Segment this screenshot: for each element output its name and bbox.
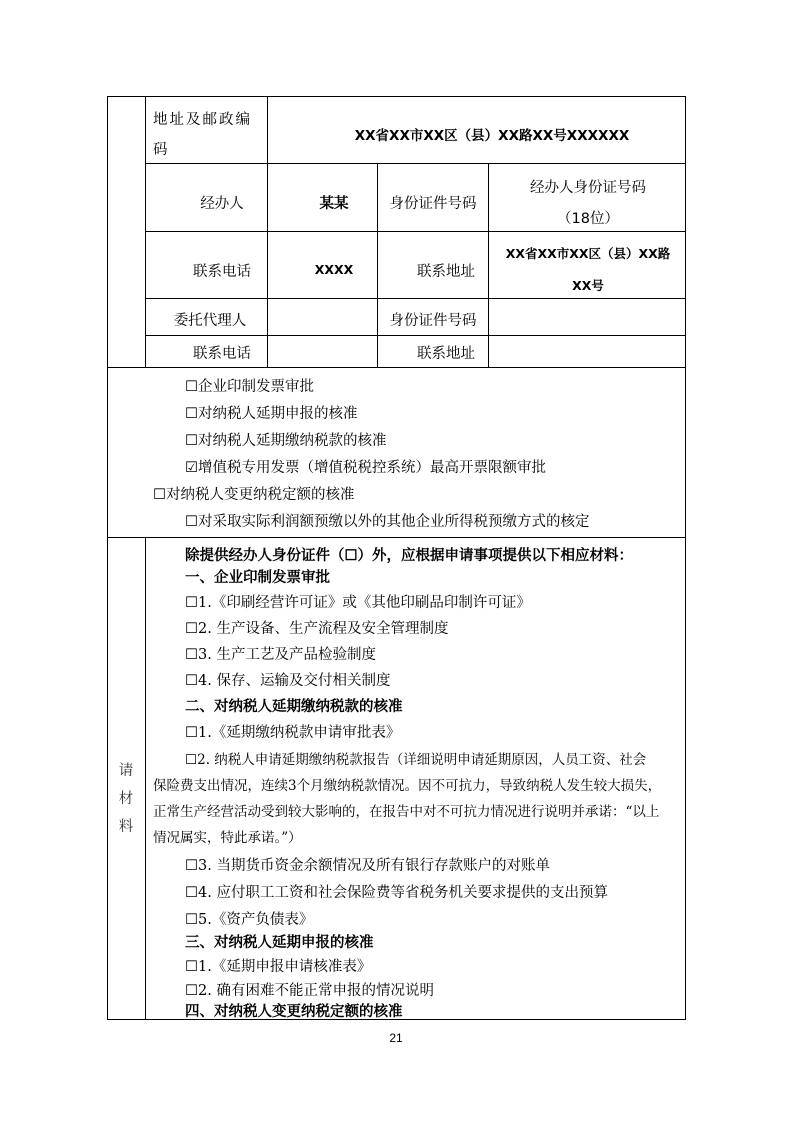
list-item: ☑增值税专用发票（增值税税控系统）最高开票限额审批 [185, 460, 546, 476]
address-label-line2: 码 [153, 142, 168, 158]
paragraph-line: 保险费支出情况，连续3个月缴纳税款情况。因不可抗力，导致纳税人发生较大损失， [153, 778, 662, 794]
list-item: ☐1.《延期缴纳税款申请审批表》 [185, 725, 401, 741]
list-item: ☐对纳税人延期申报的核准 [185, 406, 358, 422]
side-char: 材 [118, 791, 134, 807]
phone-value: XXXX [314, 262, 354, 277]
list-item: ☐1.《延期申报申请核准表》 [185, 959, 372, 975]
section-title: 二、对纳税人延期缴纳税款的核准 [185, 698, 403, 715]
list-item: ☐4. 保存、运输及交付相关制度 [185, 673, 391, 689]
section-title: 四、对纳税人变更纳税定额的核准 [185, 1003, 403, 1020]
section-title: 一、企业印制发票审批 [185, 569, 330, 586]
list-item: ☐2. 确有困难不能正常申报的情况说明 [185, 983, 434, 999]
section-title: 三、对纳税人延期申报的核准 [185, 934, 374, 951]
list-item: ☐企业印制发票审批 [185, 379, 314, 395]
side-char: 请 [118, 763, 134, 779]
contact-address-label: 联系地址 [417, 264, 475, 280]
contact-address-line1: XX省XX市XX区（县）XX路 [505, 246, 671, 261]
list-item: ☐4. 应付职工工资和社会保险费等省税务机关要求提供的支出预算 [185, 885, 608, 901]
list-item: ☐2. 生产设备、生产流程及安全管理制度 [185, 621, 449, 637]
handler-value: 某某 [319, 196, 349, 212]
paragraph-line: 情况属实，特此承诺。”） [153, 830, 302, 846]
list-item: ☐3. 生产工艺及产品检验制度 [185, 647, 376, 663]
handler-label: 经办人 [200, 196, 244, 212]
side-char: 料 [118, 819, 134, 835]
list-item: ☐对采取实际利润额预缴以外的其他企业所得税预缴方式的核定 [185, 514, 590, 530]
list-item: ☐对纳税人延期缴纳税款的核准 [185, 433, 387, 449]
id-label: 身份证件号码 [389, 196, 477, 212]
agent-phone-label: 联系电话 [193, 346, 251, 362]
list-item: ☐5.《资产负债表》 [185, 912, 314, 928]
address-value: XX省XX市XX区（县）XX路XX号XXXXXX [354, 128, 630, 144]
list-item: ☐1.《印刷经营许可证》或《其他印刷品印制许可证》 [185, 595, 531, 611]
agent-address-label: 联系地址 [417, 346, 475, 362]
paragraph-line: 正常生产经营活动受到较大影响的，在报告中对不可抗力情况进行说明并承诺：“以上 [153, 804, 660, 820]
phone-label: 联系电话 [193, 264, 251, 280]
handler-id-line1: 经办人身份证号码 [530, 180, 646, 196]
agent-label: 委托代理人 [173, 313, 247, 329]
address-label-line1: 地址及邮政编 [153, 112, 252, 128]
list-item: ☐对纳税人变更纳税定额的核准 [153, 487, 355, 503]
agent-id-label: 身份证件号码 [389, 313, 477, 329]
list-item: ☐3. 当期货币资金余额情况及所有银行存款账户的对账单 [185, 858, 550, 874]
page-number: 21 [389, 1031, 403, 1045]
materials-intro: 除提供经办人身份证件（☐）外，应根据申请事项提供以下相应材料： [185, 547, 633, 564]
handler-id-line2: （18位） [557, 211, 619, 227]
paragraph-line: ☐2. 纳税人申请延期缴纳税款报告（详细说明申请延期原因，人员工资、社会 [185, 752, 647, 768]
contact-address-line2: XX号 [572, 278, 604, 293]
